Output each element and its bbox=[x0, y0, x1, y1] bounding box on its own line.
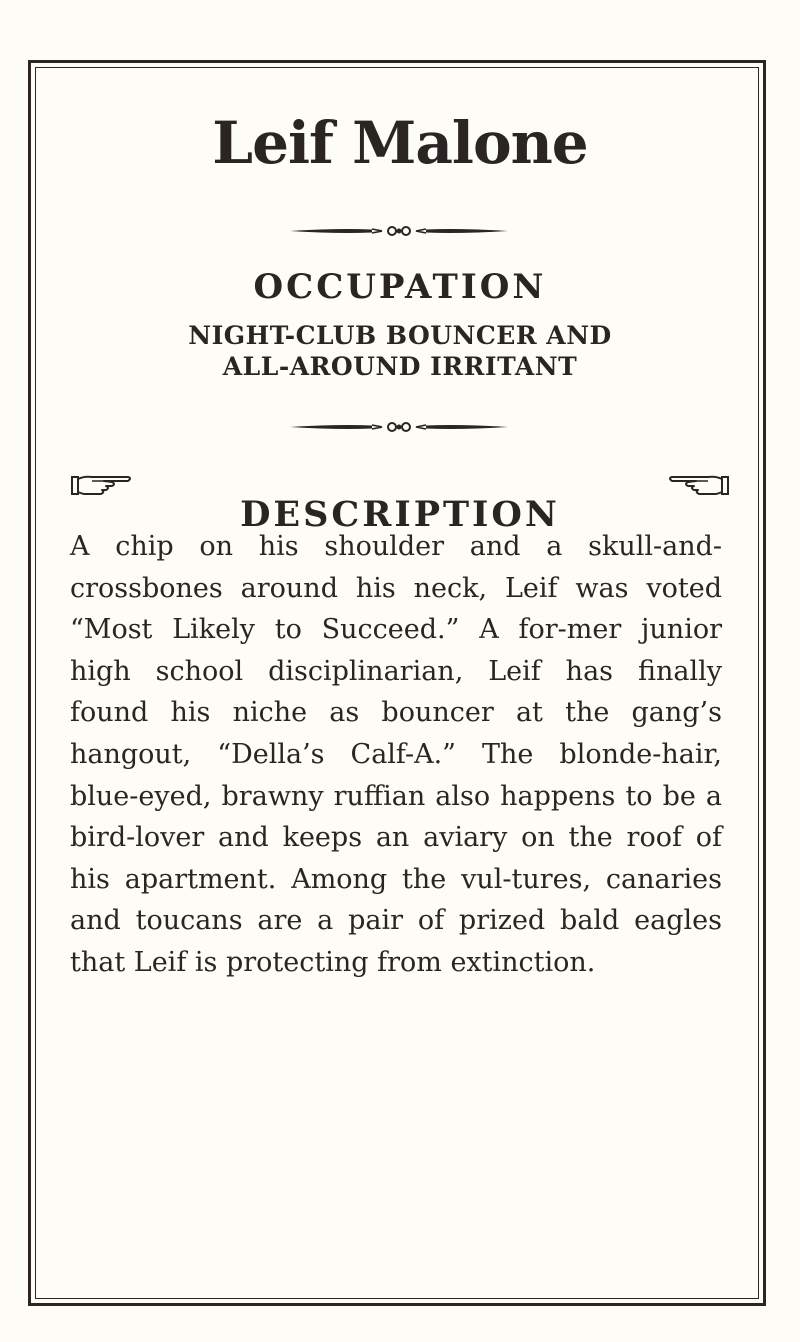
occupation-line: ALL-AROUND IRRITANT bbox=[222, 352, 578, 381]
description-text: A chip on his shoulder and a skull-and-crossbones around his neck, Leif was voted “Most Likely to Succeed.” A for-mer junior high school disciplinarian, Leif has finally found his niche as bouncer at the gang’s hangout, “Della’s Calf-A.” The blonde-hair, blue-eyed, brawny ruffian also happens to be a bird-lover and keeps an aviary on the roof of his apartment. Among the vul-tures, canaries and toucans are a pair of prized bald eagles that Leif is protecting from extinction. bbox=[70, 531, 722, 978]
description-heading: DESCRIPTION bbox=[240, 494, 560, 536]
character-name: Leif Malone bbox=[212, 109, 588, 177]
pointing-hand-left-icon bbox=[666, 470, 730, 500]
occupation-value bbox=[0, 320, 800, 382]
ornamental-rule-icon bbox=[288, 224, 510, 238]
occupation-heading: OCCUPATION bbox=[253, 267, 547, 307]
pointing-hand-right-icon bbox=[70, 470, 134, 500]
occupation-line: NIGHT-CLUB BOUNCER AND bbox=[188, 321, 612, 350]
ornamental-rule-icon bbox=[288, 420, 510, 434]
description-heading-row bbox=[70, 462, 730, 536]
